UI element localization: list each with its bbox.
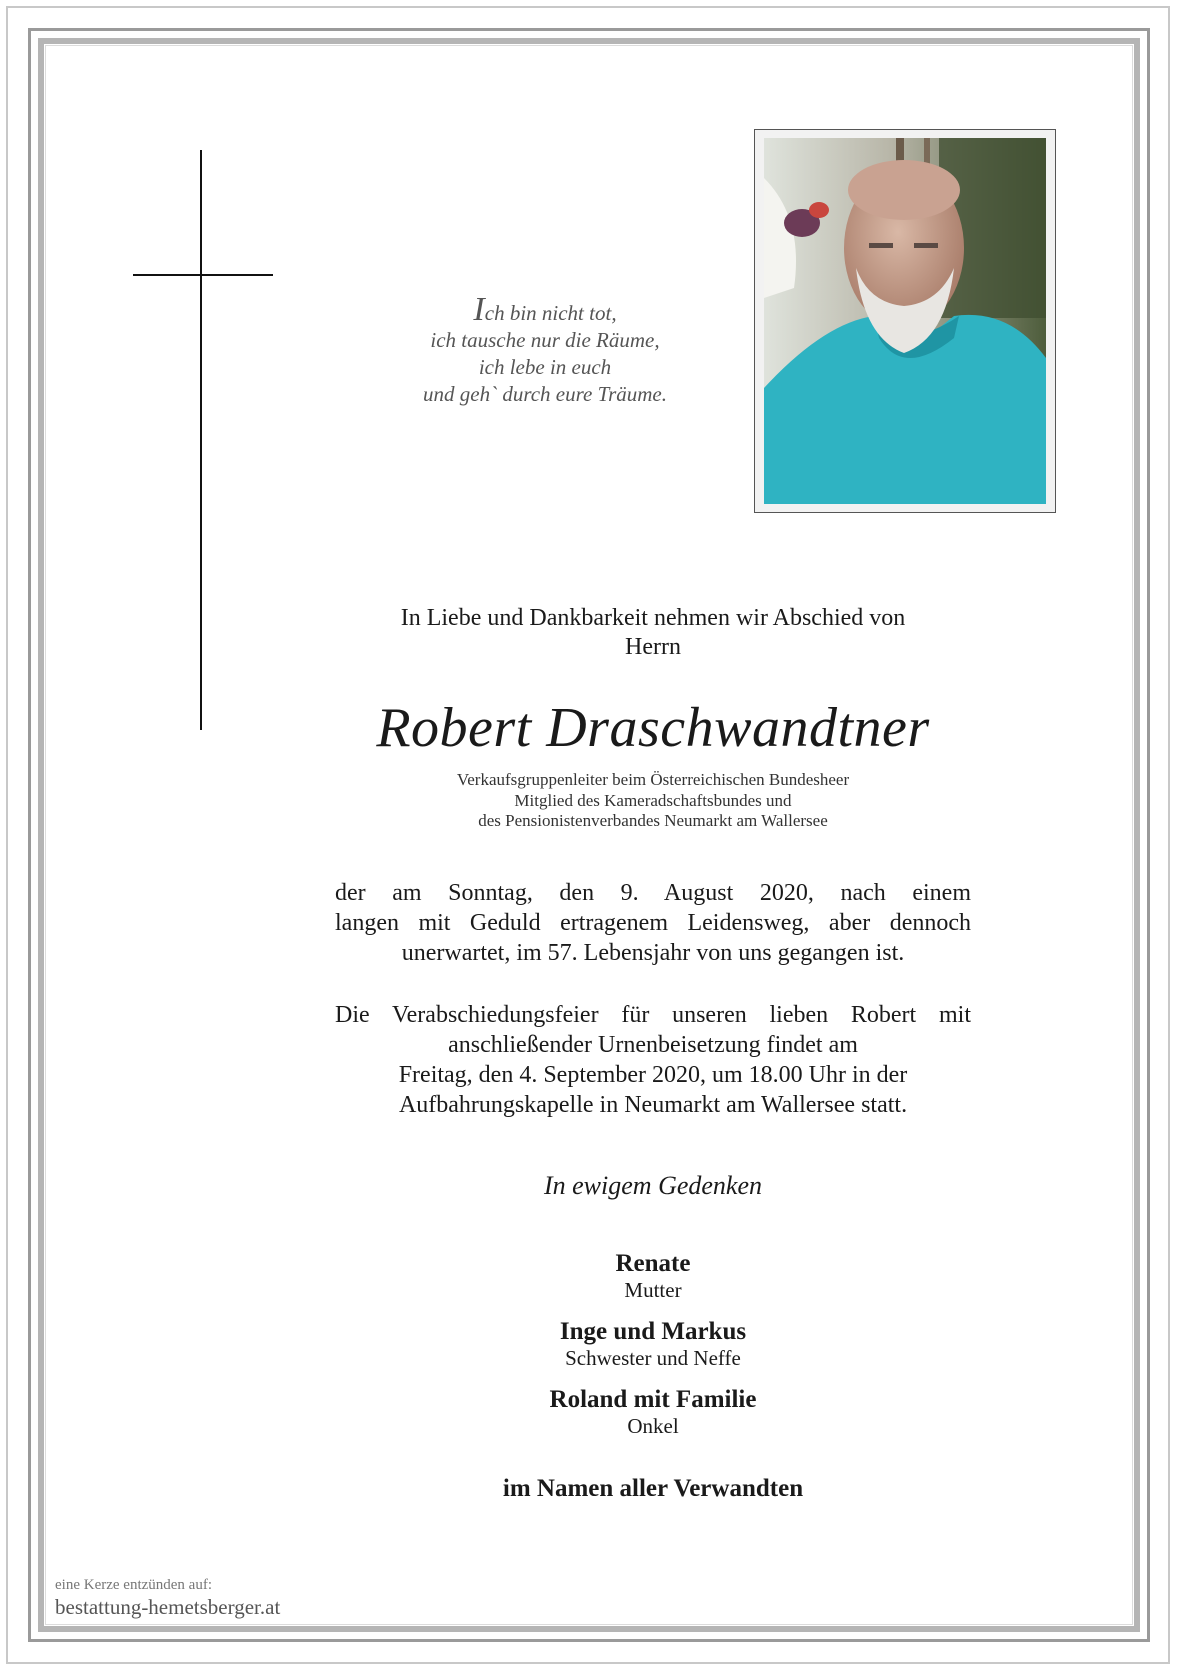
poem-line-3: ich lebe in euch <box>478 355 612 379</box>
mourner-entry <box>320 1386 986 1438</box>
footer <box>55 1576 280 1620</box>
portrait-photo <box>754 129 1056 513</box>
poem-line-2: ich tausche nur die Räume, <box>430 328 660 352</box>
ceremony-line-1: Die Verabschiedungsfeier für unseren lieben Robert mit <box>335 1002 971 1028</box>
poem-line-4: und geh` durch eure Träume. <box>423 382 667 406</box>
poem <box>380 291 710 408</box>
cross-icon-bar <box>133 274 273 276</box>
mourner-name: Inge und Markus <box>559 1318 747 1345</box>
deceased-name: Robert Draschwandtner <box>376 697 930 759</box>
candle-prompt: eine Kerze entzünden auf: <box>55 1577 212 1593</box>
intro <box>320 604 986 662</box>
poem-initial: I <box>473 291 485 328</box>
death-notice <box>335 878 971 968</box>
death-notice-line-1: der am Sonntag, den 9. August 2020, nach einem <box>335 880 971 906</box>
poem-line-1-rest: ch bin nicht tot, <box>484 301 617 325</box>
deceased-roles <box>320 770 986 832</box>
poem-line-1 <box>380 291 710 328</box>
role-line: Verkaufsgruppenleiter beim Österreichischen Bundesheer <box>456 770 850 789</box>
death-notice-line-2: langen mit Geduld ertragenem Leidensweg, aber dennoch <box>335 910 971 936</box>
intro-line-2: Herrn <box>625 634 681 660</box>
memorial-phrase: In ewigem Gedenken <box>543 1171 763 1200</box>
role-line: des Pensionistenverbandes Neumarkt am Wallersee <box>478 811 828 830</box>
mourner-relation: Onkel <box>627 1414 679 1438</box>
website-link[interactable]: bestattung-hemetsberger.at <box>55 1595 281 1619</box>
mourner-relation: Mutter <box>624 1278 682 1302</box>
ceremony-line-2: anschließender Urnenbeisetzung findet am <box>448 1032 858 1058</box>
portrait-image <box>764 138 1046 504</box>
ceremony-line-3: Freitag, den 4. September 2020, um 18.00 Uhr in der <box>398 1062 908 1088</box>
mourner-entry <box>320 1250 986 1302</box>
ceremony-line-4: Aufbahrungskapelle in Neumarkt am Wallersee statt. <box>398 1092 908 1118</box>
ceremony-notice <box>335 1000 971 1120</box>
mourner-relation: Schwester und Neffe <box>565 1346 741 1370</box>
intro-line-1: In Liebe und Dankbarkeit nehmen wir Abschied von <box>400 605 906 631</box>
death-notice-line-3: unerwartet, im 57. Lebensjahr von uns gegangen ist. <box>401 940 905 966</box>
mourner-name: Roland mit Familie <box>549 1386 757 1413</box>
role-line: Mitglied des Kameradschaftsbundes und <box>514 790 792 810</box>
cross-icon <box>200 150 202 730</box>
mourner-entry <box>320 1318 986 1370</box>
mourner-name: Renate <box>615 1250 691 1277</box>
closing-line: im Namen aller Verwandten <box>502 1475 804 1502</box>
